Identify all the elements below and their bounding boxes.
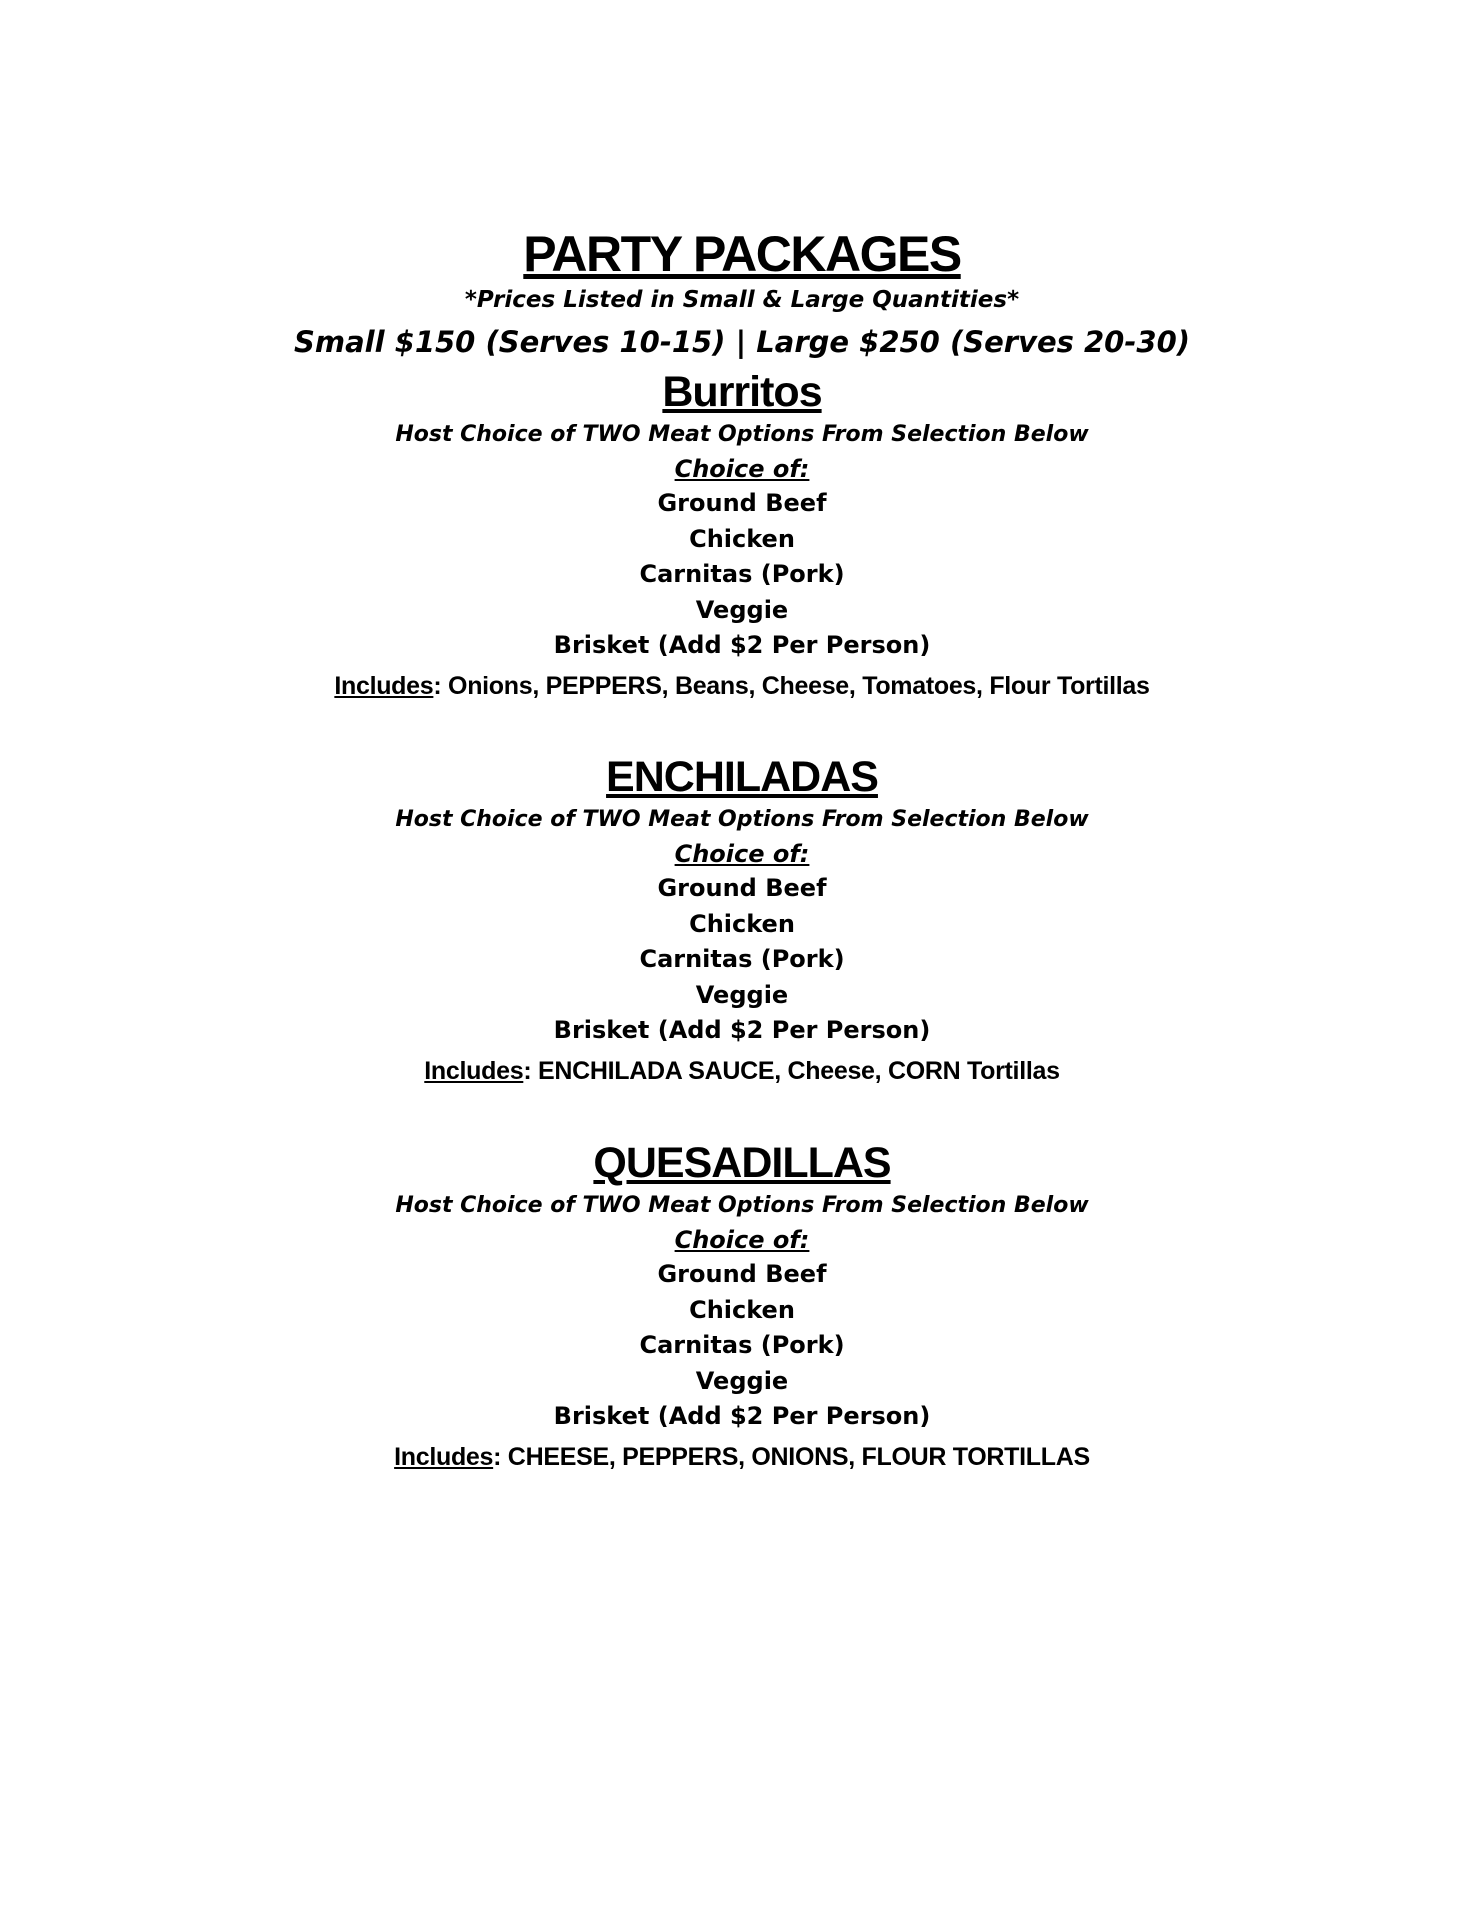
includes-label: Includes [394,1442,494,1471]
price-note: *Prices Listed in Small & Large Quantities* [464,287,1020,313]
pricing-line: Small $150 (Serves 10-15) | Large $250 (Serves 20-30) [293,325,1190,359]
option-item: Brisket (Add $2 Per Person) [553,1016,931,1044]
option-item: Carnitas (Pork) [639,560,845,588]
option-item: Veggie [695,595,789,624]
option-item: Chicken [689,1295,795,1324]
includes-text: : CHEESE, PEPPERS, ONIONS, FLOUR TORTILLAS [493,1442,1090,1471]
includes-line [0,668,1484,704]
includes-label: Includes [334,671,434,700]
option-item: Brisket (Add $2 Per Person) [553,631,931,659]
host-choice-note: Host Choice of TWO Meat Options From Selection Below [395,1193,1089,1218]
option-item: Chicken [689,524,795,553]
section-heading: Burritos [662,368,822,416]
choice-of-label: Choice of: [674,1226,810,1254]
option-item: Ground Beef [657,874,827,902]
section-heading: ENCHILADAS [606,753,878,801]
choice-of-label: Choice of: [674,455,810,483]
host-choice-note: Host Choice of TWO Meat Options From Selection Below [395,807,1089,832]
includes-label: Includes [424,1056,524,1085]
option-item: Ground Beef [657,1260,827,1288]
option-item: Carnitas (Pork) [639,1331,845,1359]
includes-text: : Onions, PEPPERS, Beans, Cheese, Tomatoes, Flour Tortillas [433,671,1150,700]
option-item: Chicken [689,909,795,938]
page-title: PARTY PACKAGES [523,226,961,282]
choice-of-label: Choice of: [674,840,810,868]
host-choice-note: Host Choice of TWO Meat Options From Selection Below [395,422,1089,447]
section-heading: QUESADILLAS [593,1139,891,1187]
includes-text: : ENCHILADA SAUCE, Cheese, CORN Tortillas [523,1056,1060,1085]
option-item: Veggie [695,1366,789,1395]
section-enchiladas [0,751,1484,1089]
option-item: Brisket (Add $2 Per Person) [553,1402,931,1430]
section-quesadillas [0,1137,1484,1475]
option-item: Carnitas (Pork) [639,945,845,973]
option-item: Ground Beef [657,489,827,517]
includes-line [0,1439,1484,1475]
includes-line [0,1053,1484,1089]
option-item: Veggie [695,980,789,1009]
section-burritos [0,366,1484,704]
